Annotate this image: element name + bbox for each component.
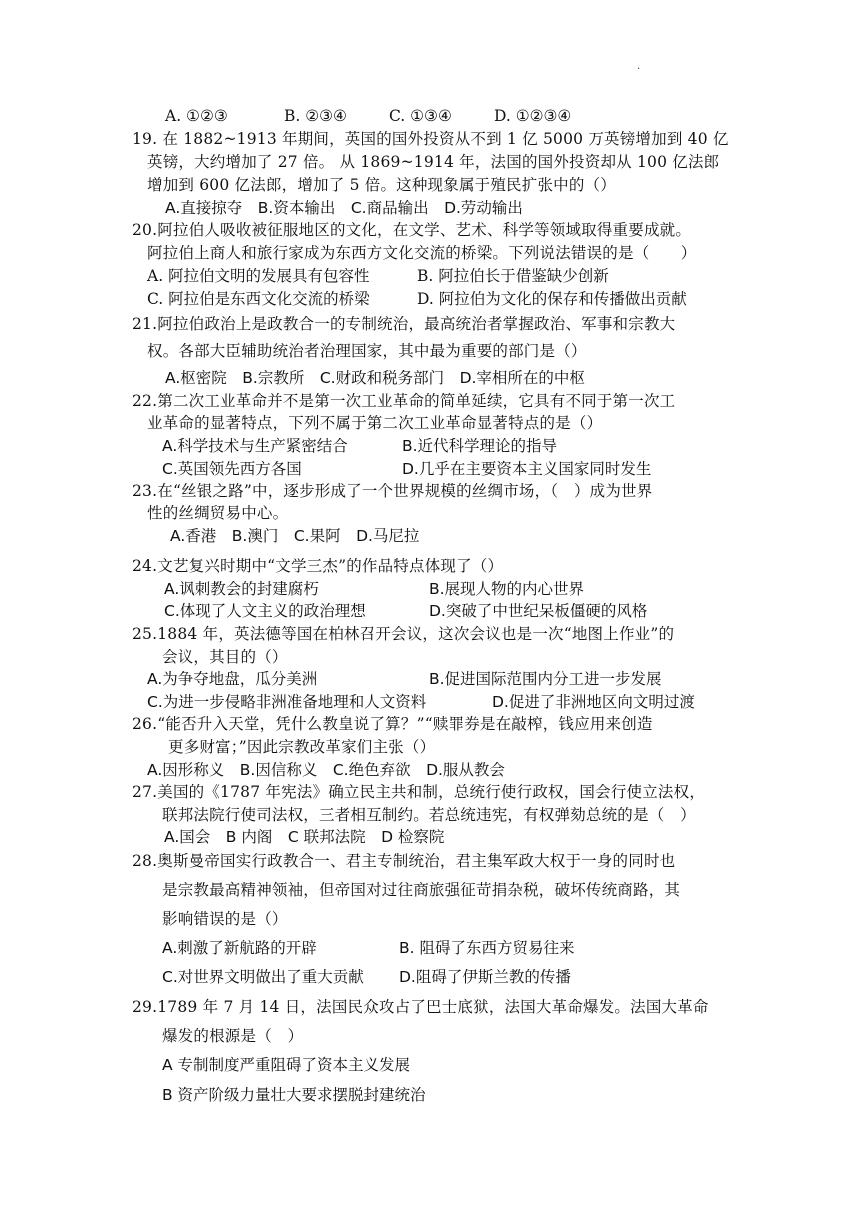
q26-options[interactable]: A.因形称义 B.因信称义 C.绝色弃欲 D.服从教会 — [147, 761, 505, 779]
q18-option-c[interactable]: C. ①③④ — [389, 107, 452, 125]
q19-line-1: 19. 在 1882~1913 年期间，英国的国外投资从不到 1 亿 5000 万英镑增加到 40 亿 — [132, 130, 729, 148]
q28-option-b[interactable]: B. 阻碍了东西方贸易往来 — [399, 939, 575, 957]
q23-line-2: 性的丝绸贸易中心。 — [147, 504, 289, 522]
q20-option-a[interactable]: A. 阿拉伯文明的发展具有包容性 — [147, 267, 370, 285]
q20-line-2: 阿拉伯上商人和旅行家成为东西方文化交流的桥梁。下列说法错误的是（ ） — [147, 244, 697, 262]
q22-line-1: 22.第二次工业革命并不是第一次工业革命的简单延续，它具有不同于第一次工 — [132, 392, 676, 410]
q24-option-b[interactable]: B.展现人物的内心世界 — [429, 580, 585, 598]
q29-line-1: 29.1789 年 7 月 14 日，法国民众攻占了巴士底狱，法国大革命爆发。法国大革命 — [132, 998, 709, 1016]
q21-line-1: 21.阿拉伯政治上是政教合一的专制统治，最高统治者掌握政治、军事和宗教大 — [132, 315, 676, 333]
q27-line-1: 27.美国的《1787 年宪法》确立民主共和制，总统行使行政权，国会行使立法权， — [132, 783, 706, 801]
q20-line-1: 20.阿拉伯人吸收被征服地区的文化，在文学、艺术、科学等领域取得重要成就。 — [132, 221, 692, 239]
q18-option-a[interactable]: A. ①②③ — [165, 107, 228, 125]
q21-options[interactable]: A.枢密院 B.宗教所 C.财政和税务部门 D.宰相所在的中枢 — [165, 369, 585, 387]
q24-option-d[interactable]: D.突破了中世纪呆板僵硬的风格 — [429, 602, 648, 620]
q25-line-2: 会议，其目的（） — [162, 648, 288, 666]
q25-option-a[interactable]: A.为争夺地盘，瓜分美洲 — [147, 670, 318, 688]
q22-option-c[interactable]: C.英国领先西方各国 — [162, 460, 302, 478]
q28-option-a[interactable]: A.刺激了新航路的开辟 — [162, 939, 317, 957]
q21-line-2: 权。各部大臣辅助统治者治理国家，其中最为重要的部门是（） — [147, 342, 587, 360]
q24-option-a[interactable]: A.讽刺教会的封建腐朽 — [164, 580, 319, 598]
q29-option-a[interactable]: A 专制制度严重阻碍了资本主义发展 — [162, 1056, 411, 1074]
q22-option-a[interactable]: A.科学技术与生产紧密结合 — [162, 437, 348, 455]
q20-option-b[interactable]: B. 阿拉伯长于借鉴缺少创新 — [417, 267, 609, 285]
q22-option-d[interactable]: D.几乎在主要资本主义国家同时发生 — [402, 460, 652, 478]
q28-option-c[interactable]: C.对世界文明做出了重大贡献 — [162, 968, 364, 986]
q22-line-2: 业革命的显著特点，下列不属于第二次工业革命显著特点的是（） — [147, 414, 603, 432]
q24-line-1: 24.文艺复兴时期中“文学三杰”的作品特点体现了（） — [132, 557, 504, 575]
q28-line-1: 28.奥斯曼帝国实行政教合一、君主专制统治，君主集军政大权于一身的同时也 — [132, 852, 676, 870]
q26-line-1: 26.“能否升入天堂，凭什么教皇说了算？”“赎罪券是在敲榨，钱应用来创造 — [132, 715, 653, 733]
q18-option-d[interactable]: D. ①②③④ — [494, 107, 572, 125]
q26-line-2: 更多财富；”因此宗教改革家们主张（） — [168, 738, 436, 756]
q25-option-b[interactable]: B.促进国际范围内分工进一步发展 — [429, 670, 662, 688]
q20-option-c[interactable]: C. 阿拉伯是东西文化交流的桥梁 — [147, 290, 370, 308]
q28-line-3: 影响错误的是（） — [162, 910, 288, 928]
q27-options[interactable]: A.国会 B 内阁 C 联邦法院 D 检察院 — [164, 828, 445, 846]
q28-option-d[interactable]: D.阻碍了伊斯兰教的传播 — [399, 968, 571, 986]
q25-line-1: 25.1884 年，英法德等国在柏林召开会议，这次会议也是一次“地图上作业”的 — [132, 625, 675, 643]
q22-option-b[interactable]: B.近代科学理论的指导 — [402, 437, 558, 455]
q27-line-2: 联邦法院行使司法权，三者相互制约。若总统违宪，有权弹劾总统的是（ ） — [162, 806, 696, 824]
q19-line-3: 增加到 600 亿法郎，增加了 5 倍。这种现象属于殖民扩张中的（） — [147, 176, 616, 194]
q23-line-1: 23.在“丝银之路”中，逐步形成了一个世界规模的丝绸市场，（ ）成为世界 — [132, 482, 653, 500]
q18-option-b[interactable]: B. ②③④ — [284, 107, 347, 125]
q25-option-d[interactable]: D.促进了非洲地区向文明过渡 — [492, 693, 695, 711]
q24-option-c[interactable]: C.体现了人文主义的政治理想 — [164, 602, 366, 620]
q29-line-2: 爆发的根源是（ ） — [162, 1027, 304, 1045]
q20-option-d[interactable]: D. 阿拉伯为文化的保存和传播做出贡献 — [417, 290, 687, 308]
q29-option-b[interactable]: B 资产阶级力量壮大要求摆脱封建统治 — [162, 1086, 426, 1104]
q28-line-2: 是宗教最高精神领袖，但帝国对过往商旅强征苛捐杂税，破坏传统商路，其 — [162, 881, 681, 899]
q19-line-2: 英镑，大约增加了 27 倍。 从 1869~1914 年，法国的国外投资却从 100 亿法郎 — [147, 153, 720, 171]
q25-option-c[interactable]: C.为进一步侵略非洲准备地理和人文资料 — [147, 693, 427, 711]
q23-options[interactable]: A.香港 B.澳门 C.果阿 D.马尼拉 — [170, 527, 420, 545]
q19-options[interactable]: A.直接掠夺 B.资本输出 C.商品输出 D.劳动输出 — [165, 199, 523, 217]
page-mark: · — [637, 64, 641, 75]
